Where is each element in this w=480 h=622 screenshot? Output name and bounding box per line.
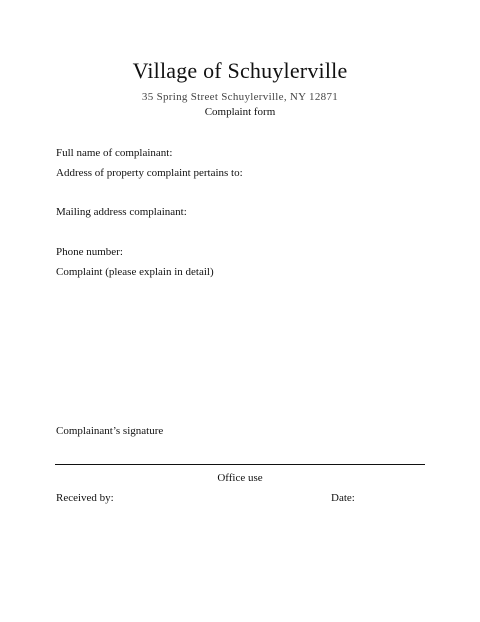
mailing-address-label: Mailing address complainant: [56, 206, 187, 218]
form-subtitle: Complaint form [204, 106, 276, 118]
received-by-label: Received by: [56, 492, 114, 504]
property-address-label: Address of property complaint pertains to: [56, 167, 243, 179]
date-label: Date: [331, 492, 355, 504]
complaint-details-label: Complaint (please explain in detail) [56, 266, 214, 278]
signature-label: Complainant’s signature [56, 425, 164, 437]
office-use-heading: Office use [217, 472, 263, 484]
full-name-label: Full name of complainant: [56, 147, 173, 159]
office-use-divider [55, 464, 425, 465]
village-address: 35 Spring Street Schuylerville, NY 12871 [141, 91, 339, 103]
phone-number-label: Phone number: [56, 246, 123, 258]
page-title: Village of Schuylerville [132, 58, 348, 83]
